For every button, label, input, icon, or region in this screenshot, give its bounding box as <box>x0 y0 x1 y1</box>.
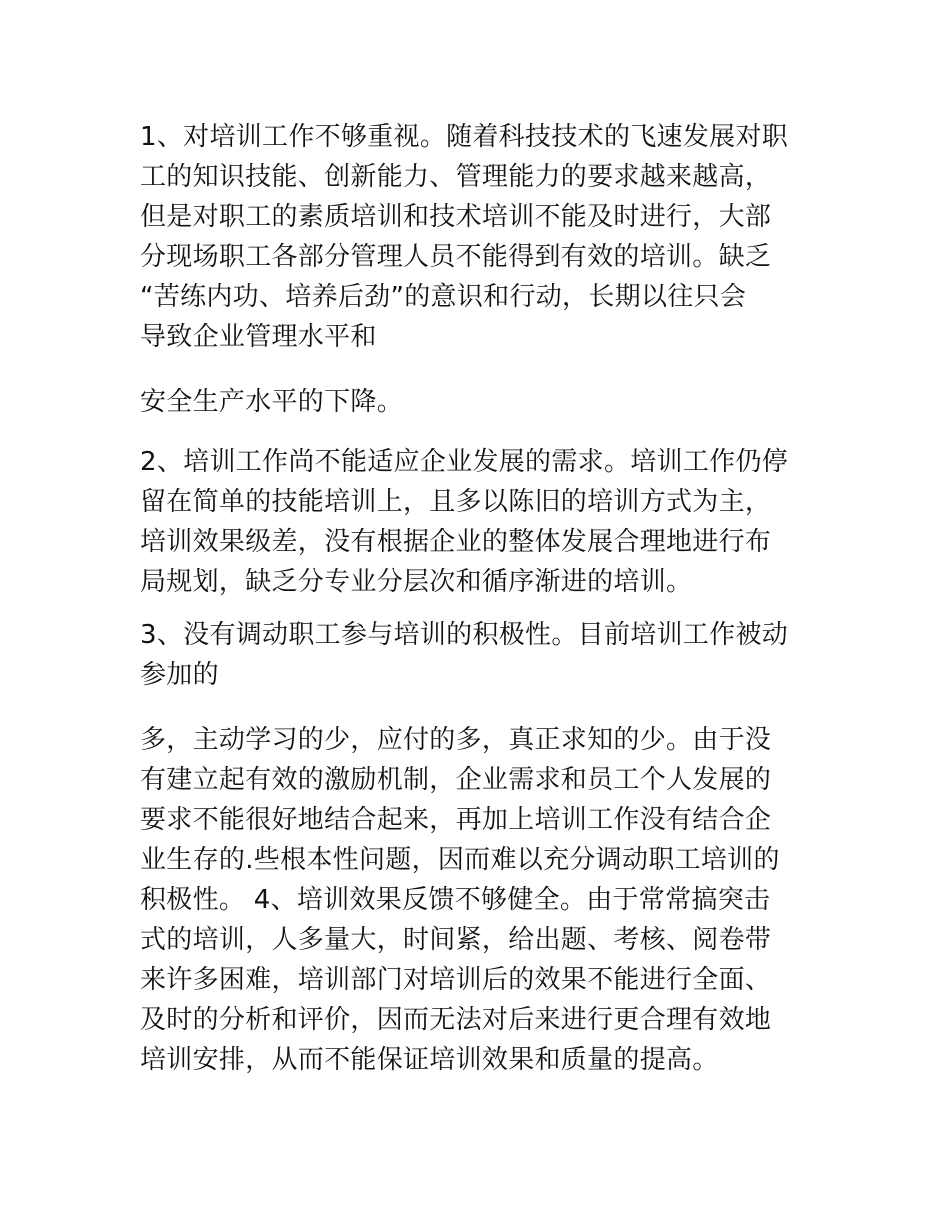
paragraph-training-not-adapted: 2、培训工作尚不能适应企业发展的需求。培训工作仍停 留在简单的技能培训上，且多以陈旧的培训方式为主， 培训效果级差，没有根据企业的整体发展合理地进行布 局规划，缺乏分专业分层次和循序渐进的培训。 <box>140 447 789 597</box>
paragraph-safety-decline: 安全生产水平的下降。 <box>140 387 404 417</box>
paragraph-no-motivation: 3、没有调动职工参与培训的积极性。目前培训工作被动 参加的 <box>140 620 789 690</box>
paragraph-training-not-valued: 1、对培训工作不够重视。随着科技技术的飞速发展对职 工的知识技能、创新能力、管理能力的要求越来越高， 但是对职工的素质培训和技术培训不能及时进行，大部 分现场职工各部分管理人员不能得到有效的培训。缺乏 “苦练内功、培养后劲”的意识和行动，长期以往只会 导致企业管理水平和 <box>140 122 789 352</box>
paragraph-motivation-and-feedback: 多，主动学习的少，应付的多，真正求知的少。由于没 有建立起有效的激励机制，企业需求和员工个人发展的 要求不能很好地结合起来，再加上培训工作没有结合企 业生存的.些根本性问题，因而难以充分调动职工培训的 积极性。 4、培训效果反馈不够健全。由于常常搞突击 式的培训，人多量大，时间紧，给出题、考核、阅卷带 来许多困难，培训部门对培训后的效果不能进行全面、 及时的分析和评价，因而无法对后来进行更合理有效地 培训安排，从而不能保证培训效果和质量的提高。 <box>140 725 780 1075</box>
